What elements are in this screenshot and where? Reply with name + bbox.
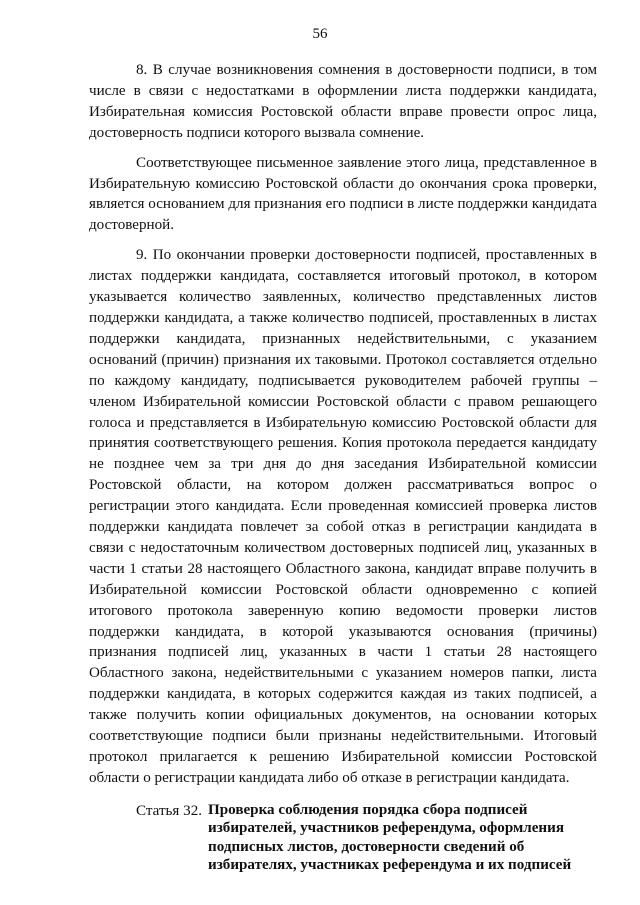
article-title: Проверка соблюдения порядка сбора подписей избирателей, участников референдума, оформления подписных листов, достоверности сведений об избирателях, участниках референдума и их подписей [208, 801, 572, 874]
paragraph-8: 8. В случае возникновения сомнения в достоверности подписи, в том числе в связи с недостатками в оформлении листа поддержки кандидата, Избирательная комиссия Ростовской области вправе провести опрос лица, достоверность подписи которого вызвала сомнение. [89, 62, 597, 141]
article-heading [89, 801, 597, 875]
paragraph-8-continued: Соответствующее письменное заявление этого лица, представленное в Избирательную комиссию Ростовской области до окончания срока проверки, является основанием для признания его подписи в листе поддержки кандидата достоверной. [89, 154, 597, 234]
body-text [89, 60, 597, 875]
page-number: 56 [312, 26, 328, 42]
paragraph-9: 9. По окончании проверки достоверности подписей, проставленных в листах поддержки кандидата, составляется итоговый протокол, в котором указывается количество заявленных, количество представленных листов поддержки кандидата, а также количество подписей, проставленных в листах поддержки кандидата, признанных недействительными, с указанием оснований (причин) признания их таковыми. Протокол составляется отдельно по каждому кандидату, подписывается руководителем рабочей группы – членом Избирательной комиссии Ростовской области с правом решающего голоса и представляется в Избирательную комиссию Ростовской области для принятия соответствующего решения. Копия протокола передается кандидату не позднее чем за три дня до дня заседания Избирательной комиссии Ростовской области, на котором должен рассматриваться вопрос о регистрации этого кандидата. Если проведенная комиссией проверка листов поддержки кандидата повлечет за собой отказ в регистрации кандидата в связи с недостаточным количеством достоверных подписей лиц, указанных в части 1 статьи 28 настоящего Областного закона, кандидат вправе получить в Избирательной комиссии Ростовской области одновременно с копией итогового протокола заверенную копию ведомости проверки листов поддержки кандидата, в которой указываются основания (причины) признания подписей лиц, указанных в части 1 статьи 28 настоящего Областного закона, недействительными с указанием номеров папки, листа поддержки кандидата, в которых содержится каждая из таких подписей, а также получить копии официальных документов, на основании которых соответствующие подписи были признаны недействительными. Итоговый протокол прилагается к решению Избирательной комиссии Ростовской области о регистрации кандидата либо об отказе в регистрации кандидата. [89, 247, 597, 786]
article-label: Статья 32. [136, 802, 203, 819]
